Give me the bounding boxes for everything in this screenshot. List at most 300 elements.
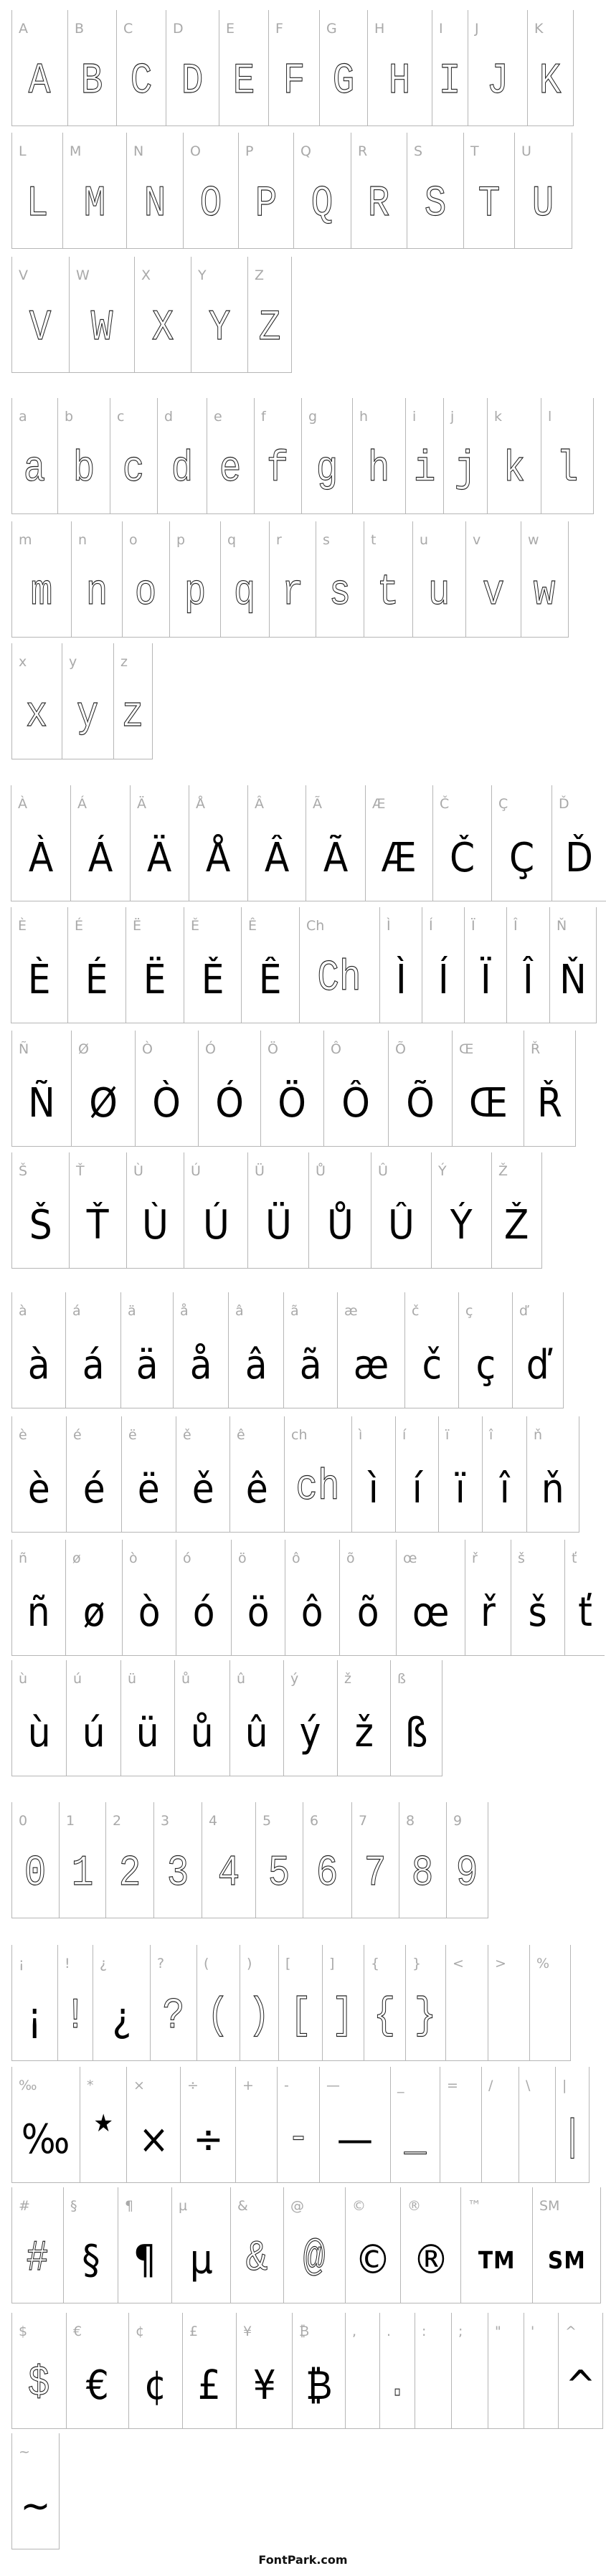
glyph-label: F xyxy=(275,21,283,37)
glyph-label: Ä xyxy=(137,796,146,812)
glyph-cell xyxy=(299,907,379,1023)
glyph: ô xyxy=(301,1589,323,1636)
glyph-cell xyxy=(400,2187,460,2303)
glyph-label: â xyxy=(235,1303,244,1319)
glyph-cell xyxy=(564,1540,605,1656)
glyph-cell xyxy=(285,1540,339,1656)
glyph-cell xyxy=(11,2433,60,2549)
glyph: 0 xyxy=(24,1850,47,1898)
glyph-label: p xyxy=(176,532,186,548)
glyph-cell xyxy=(62,643,113,759)
glyph: f xyxy=(267,445,289,494)
glyph-label: C xyxy=(123,21,133,37)
glyph-cell xyxy=(67,10,116,126)
glyph: ^ xyxy=(565,2362,596,2409)
glyph-label: ť xyxy=(572,1550,577,1566)
glyph-label: ê xyxy=(237,1427,245,1443)
glyph-cell xyxy=(71,1031,135,1147)
glyph: Ř xyxy=(536,1080,563,1127)
glyph: ë xyxy=(137,1466,160,1512)
glyph: â xyxy=(245,1342,268,1388)
glyph-cell xyxy=(153,1802,202,1918)
glyph: R xyxy=(368,180,390,229)
glyph-row xyxy=(11,398,594,514)
glyph-cell xyxy=(458,1292,512,1408)
glyph-cell xyxy=(11,907,67,1023)
glyph: @ xyxy=(303,2235,326,2283)
glyph-cell xyxy=(11,398,57,514)
glyph: Č xyxy=(449,835,475,881)
glyph: [ xyxy=(289,1992,312,2041)
glyph-cell xyxy=(283,1660,337,1776)
glyph-cell xyxy=(464,907,506,1023)
glyph-label: ' xyxy=(531,2324,535,2339)
glyph: × xyxy=(138,2116,169,2163)
glyph: Í xyxy=(437,957,449,1003)
glyph: Õ xyxy=(406,1080,435,1127)
glyph: m xyxy=(30,569,53,617)
glyph-label: Æ xyxy=(372,796,386,812)
glyph-cell xyxy=(345,2187,400,2303)
glyph-label: ~ xyxy=(19,2444,30,2460)
glyph-cell xyxy=(463,133,514,249)
glyph: à xyxy=(27,1342,50,1388)
glyph: œ xyxy=(412,1589,450,1636)
glyph-label: H xyxy=(374,21,385,37)
glyph-label: U xyxy=(521,143,531,159)
glyph-row xyxy=(11,1416,579,1533)
glyph-label: h xyxy=(359,409,369,425)
glyph-cell xyxy=(367,10,432,126)
glyph-cell xyxy=(415,2313,451,2429)
glyph-label: Ì xyxy=(387,918,391,934)
glyph-row xyxy=(11,257,292,373)
glyph-label: Ú xyxy=(191,1163,201,1179)
glyph-label: š xyxy=(518,1550,525,1566)
glyph-row xyxy=(11,1292,564,1408)
glyph-row xyxy=(11,1945,571,2061)
glyph: F xyxy=(283,57,306,106)
glyph-cell xyxy=(443,398,487,514)
glyph-label: Ň xyxy=(557,918,567,934)
glyph-cell xyxy=(247,257,292,373)
glyph: H xyxy=(389,57,411,106)
glyph-label: e xyxy=(214,409,222,425)
glyph-cell xyxy=(69,257,134,373)
glyph-cell xyxy=(365,785,432,901)
glyph: Ä xyxy=(147,835,172,881)
glyph: e xyxy=(219,445,242,494)
glyph-cell xyxy=(254,398,301,514)
glyph-cell xyxy=(189,785,247,901)
glyph: û xyxy=(245,1710,268,1756)
glyph-cell xyxy=(183,133,238,249)
glyph-cell xyxy=(339,1540,396,1656)
glyph-cell xyxy=(122,1540,176,1656)
glyph: { xyxy=(374,1992,396,2041)
glyph: Ã xyxy=(323,835,349,881)
glyph-label: I xyxy=(439,21,443,37)
glyph-label: ¿ xyxy=(100,1956,108,1971)
glyph-label: Ö xyxy=(268,1041,278,1057)
glyph: ? xyxy=(162,1992,185,2041)
glyph-label: × xyxy=(133,2078,145,2093)
glyph-label: ã xyxy=(290,1303,299,1319)
glyph: ã xyxy=(299,1342,322,1388)
glyph: z xyxy=(122,691,144,739)
glyph-cell xyxy=(130,785,189,901)
glyph-label: € xyxy=(73,2324,82,2339)
glyph: h xyxy=(368,445,390,494)
glyph: v xyxy=(482,569,505,617)
glyph: 8 xyxy=(412,1850,434,1898)
glyph-label: û xyxy=(237,1671,246,1687)
glyph-cell xyxy=(278,1945,322,2061)
glyph-cell xyxy=(207,398,254,514)
glyph-label: u xyxy=(420,532,429,548)
glyph-cell xyxy=(445,1945,488,2061)
glyph-label: Ê xyxy=(248,918,257,934)
glyph-label: = xyxy=(447,2078,458,2093)
glyph-label: ñ xyxy=(19,1550,28,1566)
glyph: ê xyxy=(245,1466,268,1512)
glyph-cell xyxy=(11,257,69,373)
glyph: š xyxy=(528,1589,548,1636)
glyph: ch xyxy=(295,1464,341,1512)
glyph-cell xyxy=(260,1031,323,1147)
glyph: î xyxy=(499,1466,510,1512)
glyph-cell xyxy=(514,133,572,249)
glyph-label: µ xyxy=(179,2198,188,2214)
glyph-cell xyxy=(128,2313,182,2429)
glyph-label: + xyxy=(242,2078,254,2093)
glyph-label: ¢ xyxy=(136,2324,145,2339)
glyph-cell xyxy=(11,1945,57,2061)
glyph-cell xyxy=(118,2187,171,2303)
glyph: Â xyxy=(264,835,290,881)
glyph: L xyxy=(26,180,49,229)
glyph-label: è xyxy=(19,1427,27,1443)
glyph-label: T xyxy=(470,143,479,159)
glyph-label: ô xyxy=(292,1550,300,1566)
glyph-cell xyxy=(301,398,352,514)
glyph: ž xyxy=(354,1710,374,1756)
glyph-label: Ò xyxy=(142,1041,153,1057)
glyph-label: Å xyxy=(196,796,205,812)
glyph: X xyxy=(151,304,174,353)
glyph: k xyxy=(503,445,526,494)
glyph: ₿ xyxy=(305,2362,333,2409)
glyph: ř xyxy=(480,1589,496,1636)
glyph-label: Á xyxy=(77,796,87,812)
glyph-label: W xyxy=(76,267,90,283)
glyph-label: j xyxy=(450,409,455,425)
glyph: q xyxy=(234,569,256,617)
glyph-cell xyxy=(512,1292,564,1408)
glyph: 5 xyxy=(268,1850,290,1898)
glyph-cell xyxy=(506,907,549,1023)
glyph-cell xyxy=(66,1660,120,1776)
glyph-cell xyxy=(197,1945,240,2061)
glyph-label: Ě xyxy=(191,918,200,934)
glyph-cell xyxy=(171,2187,230,2303)
glyph-cell xyxy=(481,2067,519,2183)
glyph-label: ů xyxy=(181,1671,191,1687)
glyph-row xyxy=(11,1802,488,1918)
glyph-cell xyxy=(11,1031,71,1147)
glyph-cell xyxy=(412,521,465,638)
glyph-label: D xyxy=(173,21,184,37)
glyph: D xyxy=(181,57,204,106)
glyph-cell xyxy=(390,1660,442,1776)
glyph-row xyxy=(11,643,153,759)
glyph-cell xyxy=(541,398,594,514)
glyph-label: Y xyxy=(198,267,207,283)
glyph-label: X xyxy=(141,267,151,283)
glyph: Ì xyxy=(395,957,407,1003)
glyph-label: z xyxy=(120,654,128,670)
glyph-label: B xyxy=(75,21,85,37)
glyph-label: t xyxy=(371,532,377,548)
glyph-cell xyxy=(134,257,191,373)
glyph: ¢ xyxy=(143,2362,168,2409)
glyph-cell xyxy=(306,785,365,901)
glyph: ø xyxy=(82,1589,105,1636)
glyph: é xyxy=(82,1466,105,1512)
glyph-cell xyxy=(527,10,574,126)
glyph-cell xyxy=(549,907,597,1023)
glyph-cell xyxy=(241,907,299,1023)
glyph: Å xyxy=(206,835,231,881)
glyph-cell xyxy=(247,785,306,901)
glyph-cell xyxy=(468,10,527,126)
glyph-label: Ď xyxy=(559,796,569,812)
glyph-label: ™ xyxy=(468,2198,481,2214)
glyph-label: 9 xyxy=(453,1813,463,1829)
glyph-label: Š xyxy=(19,1163,28,1179)
glyph: Ö xyxy=(278,1080,307,1127)
glyph: . xyxy=(386,2360,409,2409)
glyph-label: V xyxy=(19,267,28,283)
glyph-label: 2 xyxy=(113,1813,122,1829)
glyph-label: î xyxy=(489,1427,493,1443)
glyph: T xyxy=(478,180,501,229)
glyph-label: ř xyxy=(472,1550,478,1566)
glyph-cell xyxy=(322,1945,364,2061)
glyph-label: Ç xyxy=(498,796,508,812)
glyph-cell xyxy=(422,907,464,1023)
glyph: — xyxy=(336,2116,374,2163)
glyph-label: Ô xyxy=(331,1041,341,1057)
glyph-cell xyxy=(202,1802,255,1918)
glyph-cell xyxy=(11,10,67,126)
glyph: Ú xyxy=(202,1202,229,1249)
glyph-label: Â xyxy=(255,796,264,812)
glyph: ★ xyxy=(93,2109,113,2138)
glyph: a xyxy=(24,445,46,494)
glyph-cell xyxy=(460,2187,532,2303)
glyph: S xyxy=(424,180,447,229)
glyph-label: ( xyxy=(204,1956,209,1971)
glyph: ü xyxy=(136,1710,159,1756)
glyph-label: õ xyxy=(346,1550,355,1566)
glyph: ě xyxy=(191,1466,214,1512)
glyph-cell xyxy=(337,1660,390,1776)
glyph-label: Ř xyxy=(531,1041,541,1057)
glyph: Ó xyxy=(215,1080,244,1127)
glyph-label: ù xyxy=(19,1671,28,1687)
glyph-cell xyxy=(126,907,184,1023)
glyph-cell xyxy=(235,2067,277,2183)
glyph: © xyxy=(354,2237,392,2283)
glyph: ò xyxy=(138,1589,161,1636)
glyph-cell xyxy=(293,133,351,249)
glyph: ¿ xyxy=(112,1994,131,2041)
glyph-label: ď xyxy=(519,1303,529,1319)
glyph-cell xyxy=(491,785,551,901)
glyph-label: M xyxy=(70,143,82,159)
glyph-row xyxy=(11,2067,590,2183)
glyph-cell xyxy=(105,1802,153,1918)
glyph-cell xyxy=(65,1292,120,1408)
glyph: U xyxy=(532,180,554,229)
glyph: t xyxy=(377,569,399,617)
glyph-cell xyxy=(511,1540,564,1656)
glyph: Ñ xyxy=(28,1080,55,1127)
glyph: O xyxy=(199,180,222,229)
glyph-label: ® xyxy=(407,2198,421,2214)
glyph: # xyxy=(27,2235,49,2283)
glyph: ů xyxy=(191,1710,214,1756)
glyph-cell xyxy=(11,1292,65,1408)
glyph-label: © xyxy=(352,2198,366,2214)
glyph-cell xyxy=(236,2313,292,2429)
glyph-label: ì xyxy=(359,1427,363,1443)
glyph-label: { xyxy=(371,1956,380,1971)
glyph-label: ú xyxy=(73,1671,82,1687)
glyph-label: ö xyxy=(238,1550,247,1566)
glyph: s xyxy=(328,569,351,617)
glyph-label: ] xyxy=(329,1956,335,1971)
glyph: ¡ xyxy=(27,1994,42,2041)
glyph-cell xyxy=(71,521,122,638)
glyph: Æ xyxy=(381,835,417,881)
glyph-label: , xyxy=(352,2324,357,2339)
glyph: ť xyxy=(577,1589,592,1636)
glyph-cell xyxy=(491,1152,542,1269)
glyph: Ò xyxy=(152,1080,181,1127)
glyph-label: L xyxy=(19,143,27,159)
glyph-cell xyxy=(292,2313,345,2429)
glyph-label: æ xyxy=(344,1303,358,1319)
glyph-cell xyxy=(126,1152,184,1269)
glyph-label: À xyxy=(18,796,27,812)
glyph-label: $ xyxy=(19,2324,28,2339)
glyph-label: Ý xyxy=(438,1163,447,1179)
glyph: d xyxy=(171,445,194,494)
glyph: Ï xyxy=(480,957,491,1003)
glyph: ! xyxy=(64,1992,87,2041)
glyph: V xyxy=(29,304,52,353)
glyph-label: ý xyxy=(290,1671,299,1687)
glyph-label: ï xyxy=(445,1427,450,1443)
glyph-cell xyxy=(440,2067,481,2183)
glyph: ö xyxy=(247,1589,270,1636)
glyph-label: È xyxy=(18,918,27,934)
glyph-cell xyxy=(11,2067,80,2183)
glyph-cell xyxy=(352,398,405,514)
glyph: $ xyxy=(28,2360,50,2409)
glyph: Û xyxy=(388,1202,415,1249)
glyph-cell xyxy=(135,1031,198,1147)
glyph-label: * xyxy=(87,2078,94,2093)
glyph: ] xyxy=(332,1992,354,2041)
glyph-cell xyxy=(524,1031,576,1147)
glyph-label: - xyxy=(284,2078,289,2093)
glyph-label: | xyxy=(562,2078,567,2093)
glyph: - xyxy=(287,2114,310,2163)
glyph-cell xyxy=(405,398,443,514)
glyph-cell xyxy=(11,1540,65,1656)
glyph-label: y xyxy=(69,654,77,670)
glyph-label: Î xyxy=(513,918,518,934)
glyph: Œ xyxy=(468,1080,508,1127)
glyph: Ë xyxy=(143,957,166,1003)
glyph: ‰ xyxy=(22,2116,70,2163)
glyph-label: 6 xyxy=(310,1813,319,1829)
glyph-cell xyxy=(121,1416,176,1533)
glyph-label: å xyxy=(180,1303,189,1319)
glyph-cell xyxy=(351,1802,399,1918)
glyph-label: 0 xyxy=(19,1813,28,1829)
glyph: K xyxy=(539,57,562,106)
glyph: n xyxy=(85,569,108,617)
glyph-cell xyxy=(303,1802,351,1918)
glyph: ý xyxy=(300,1710,321,1756)
glyph-label: b xyxy=(65,409,74,425)
glyph-label: Ñ xyxy=(19,1041,29,1057)
glyph-cell xyxy=(220,521,269,638)
glyph: Ň xyxy=(559,957,587,1003)
glyph-cell xyxy=(67,907,126,1023)
glyph-label: á xyxy=(72,1303,81,1319)
glyph-label: ) xyxy=(247,1956,252,1971)
glyph: õ xyxy=(356,1589,379,1636)
glyph: Ž xyxy=(504,1202,529,1249)
glyph-label: í xyxy=(402,1427,407,1443)
glyph-label: œ xyxy=(403,1550,417,1566)
glyph: P xyxy=(255,180,278,229)
glyph-cell xyxy=(65,1540,122,1656)
glyph: À xyxy=(28,835,54,881)
glyph-cell xyxy=(113,643,153,759)
glyph: è xyxy=(27,1466,50,1512)
glyph: E xyxy=(232,57,255,106)
glyph: 7 xyxy=(364,1850,387,1898)
glyph-label: ç xyxy=(465,1303,473,1319)
glyph-cell xyxy=(371,1152,431,1269)
glyph: Ç xyxy=(508,835,535,881)
glyph-cell xyxy=(219,10,268,126)
glyph-cell xyxy=(126,133,183,249)
glyph-cell xyxy=(364,521,412,638)
glyph-row xyxy=(11,2313,603,2429)
glyph-cell xyxy=(431,1152,491,1269)
glyph-label: § xyxy=(70,2198,77,2214)
glyph-cell xyxy=(66,2313,128,2429)
glyph-label: 1 xyxy=(66,1813,75,1829)
glyph-cell xyxy=(465,521,521,638)
